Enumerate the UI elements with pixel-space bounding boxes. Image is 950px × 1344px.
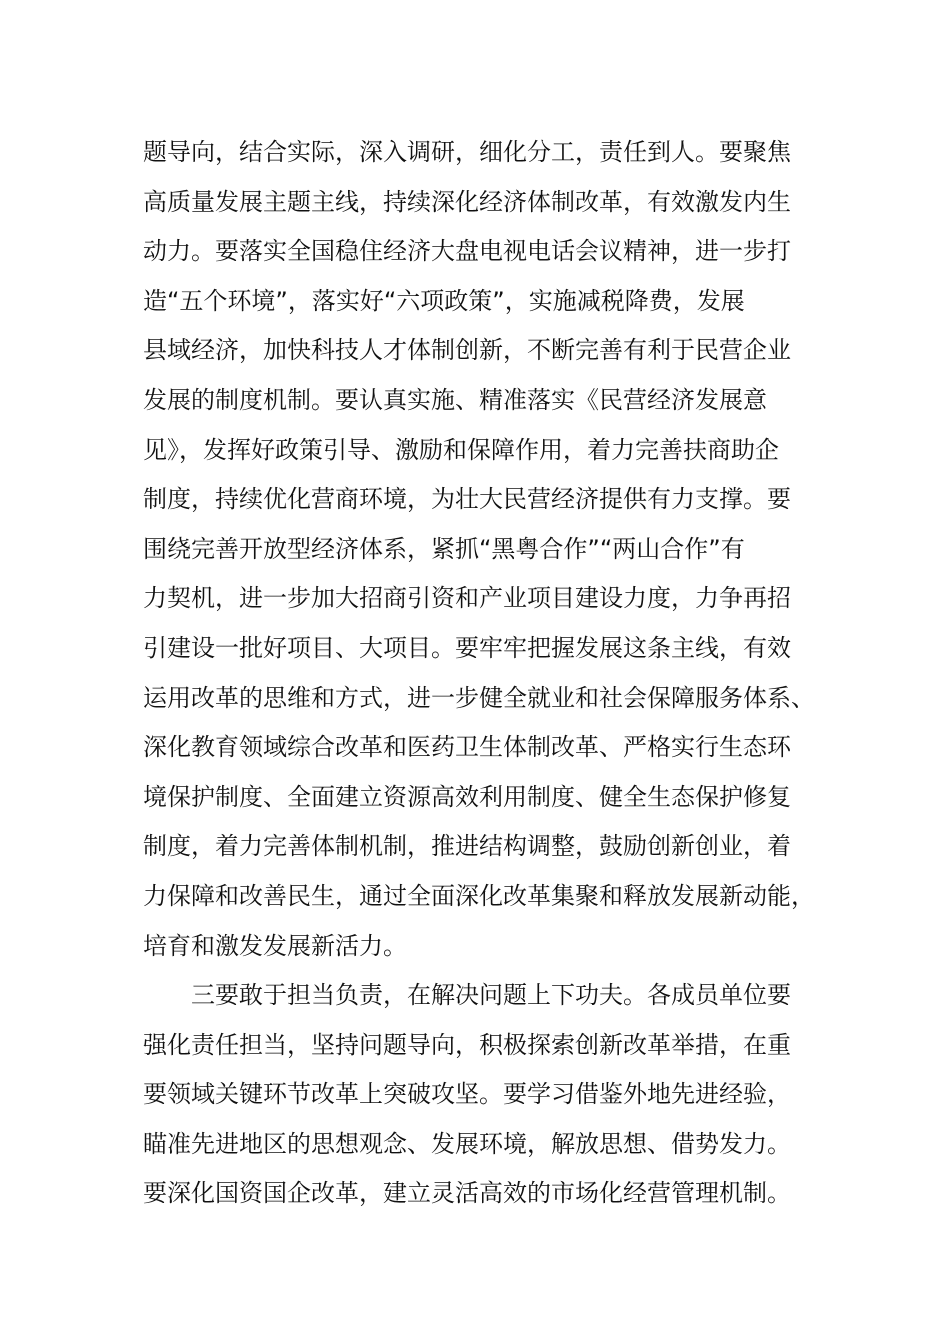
text-line: 强化责任担当，坚持问题导向，积极探索创新改革举措，在重 bbox=[143, 1030, 791, 1059]
text-line: 境保护制度、全面建立资源高效利用制度、健全生态保护修复 bbox=[143, 782, 791, 811]
text-line: 发展的制度机制。要认真实施、精准落实《民营经济发展意 bbox=[143, 385, 767, 414]
text-line: 引建设一批好项目、大项目。要牢牢把握发展这条主线，有效 bbox=[143, 633, 791, 662]
text-line: 要深化国资国企改革，建立灵活高效的市场化经营管理机制。 bbox=[143, 1179, 791, 1208]
text-line: 瞄准先进地区的思想观念、发展环境，解放思想、借势发力。 bbox=[143, 1129, 791, 1158]
text-line: 制度，持续优化营商环境，为壮大民营经济提供有力支撑。要 bbox=[143, 485, 791, 514]
text-line: 题导向，结合实际，深入调研，细化分工，责任到人。要聚焦 bbox=[143, 138, 791, 166]
text-line: 围绕完善开放型经济体系，紧抓“黑粤合作”“两山合作”有 bbox=[143, 534, 745, 563]
text-line: 见》，发挥好政策引导、激励和保障作用，着力完善扶商助企 bbox=[143, 435, 779, 464]
text-line: 高质量发展主题主线，持续深化经济体制改革，有效激发内生 bbox=[143, 187, 791, 216]
text-line: 力保障和改善民生，通过全面深化改革集聚和释放发展新动能， bbox=[143, 881, 815, 910]
text-line: 培育和激发发展新活力。 bbox=[143, 931, 407, 960]
paragraph-first-line: 三要敢于担当负责，在解决问题上下功夫。各成员单位要 bbox=[191, 981, 791, 1010]
text-line: 深化教育领域综合改革和医药卫生体制改革、严格实行生态环 bbox=[143, 733, 791, 762]
body-text bbox=[143, 128, 823, 1219]
text-line: 制度，着力完善体制机制，推进结构调整，鼓励创新创业，着 bbox=[143, 832, 791, 861]
text-line: 动力。要落实全国稳住经济大盘电视电话会议精神，进一步打 bbox=[143, 237, 791, 266]
text-line: 要领域关键环节改革上突破攻坚。要学习借鉴外地先进经验， bbox=[143, 1080, 791, 1109]
text-line: 县域经济，加快科技人才体制创新，不断完善有利于民营企业 bbox=[143, 336, 791, 365]
text-line: 运用改革的思维和方式，进一步健全就业和社会保障服务体系、 bbox=[143, 683, 815, 712]
text-line: 造“五个环境”，落实好“六项政策”，实施减税降费，发展 bbox=[143, 286, 745, 315]
text-line: 力契机，进一步加大招商引资和产业项目建设力度，力争再招 bbox=[143, 584, 791, 613]
